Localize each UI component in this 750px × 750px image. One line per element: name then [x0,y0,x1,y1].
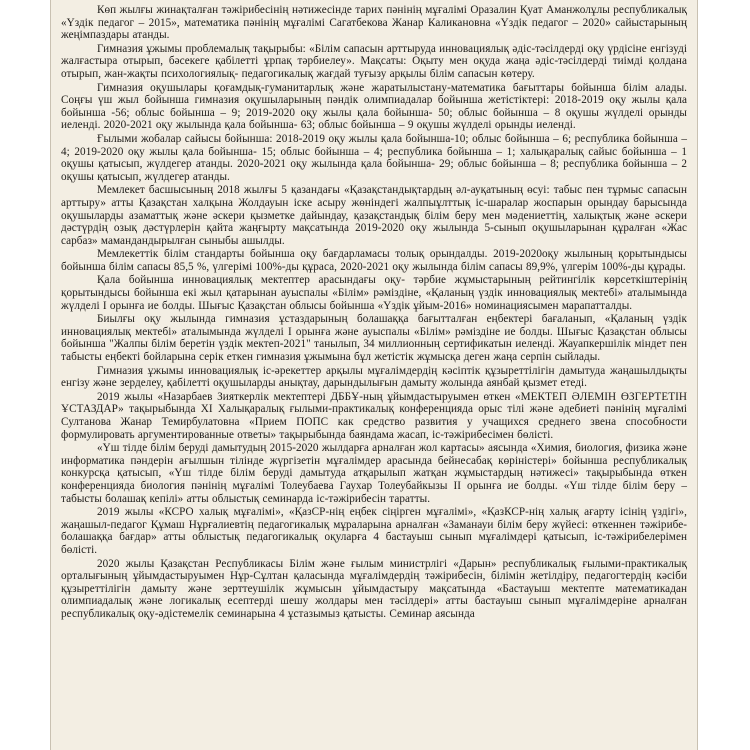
paragraph-nis-conference: 2019 жылы «Назарбаев Зияткерлік мектептері ДББҰ-ның ұйымдастыруымен өткен «МЕКТЕП ӘЛЕМІН ӨЗГЕРТЕТІН ҰСТАЗДАР» тақырыбында XI Халықаралық ғылыми-практикалық конференцияда орыс тілі және әдебиеті пәнінің мұғалімі Султанова Жанар Темирбулатовна «Прием ПОПС как средство развития у учащихся среднего звена способности формулировать аргументированные ответы» тақырыбында баяндама жасап, іс-тәжірибесімен бөлісті. [61,390,687,441]
paragraph-trilingual-education: «Үш тілде білім беруді дамытудың 2015-2020 жылдарға арналған жол картасы» аясында «Химия, биология, физика және информатика пәндерін ағылшын тілінде жүргізетін мұғалімдер арасында бейнесабақ көріністері» бойынша республикалық конкурсқа қатысып, «Үш тілде білім беруді дамытуда атқарылып жатқан жұмыстардың нәтижесі» тақырыбында өткен конференцияда биология пәнінің мұғалімі Толеубаева Гаухар Толеубайкызы ІІ орынға ие болды. «Үш тілде білім беру – табысты болашақ кепілі» атты облыстық семинарда іс-тәжірибесін таратты. [61,442,687,505]
paragraph-daryn-seminar: 2020 жылы Қазақстан Республикасы Білім және ғылым министрлігі «Дарын» республикалық ғылыми-практикалық орталығының ұйымдастыруымен Нұр-Сұлтан қаласында мұғалімдердің тәжірибесін, білімін жетілдіру, педагогтердің кәсіби құзыреттілігін дамыту және зерттеушілік жұмысын ұйымдастыру мақсатында «Бастауыш мектепте математикадан олимпиадалық және логикалық есептерді шешу жолдары мен тәсілдері» атты бастауыш сынып мұғалімдеріне арналған республикалық оқу-әдістемелік семинарына 4 ұстазымыз қатысты. Семинар аясында [61,557,687,620]
paragraph-science-projects: Ғылыми жобалар сайысы бойынша: 2018-2019 оқу жылы қала бойынша-10; облыс бойынша – 6; республика бойынша – 4; 2019-2020 оқу жылы қала бойынша- 15; облыс бойынша – 4; республика бойынша – 1; халықаралық сайыс бойынша – 1 оқушы қатысып, жүлдегер атанды. 2020-2021 оқу жылында қала бойынша- 29; облыс бойынша – 8; республика бойынша – 2 оқушы қатысып, жүлдегер атанды. [61,132,687,183]
paragraph-this-year-achievements: Биылғы оқу жылында гимназия ұстаздарының болашаққа бағытталған еңбектері бағаланып, «Қаланың үздік инновациялық мектебі» аталымында жүлделі І орынға және ауыспалы «Білім» рәміздіне ие болды. Шығыс Қазақстан облысы бойынша "Жалпы білім беретін үздік мектеп-2021" танылып, 34 миллионның сертификатын иеленді. Жауапкершілік міндет пен табысты еңбекті бойларына серік еткен гимназия ұжымына бұл жетістік жұмысқа деген жаңа серпін сыйлады. [61,313,687,364]
paragraph-teacher-awards: Көп жылғы жинақталған тәжірибесінің нәтижесінде тарих пәнінің мұғалімі Оразалин Қуат Аманжолұлы республикалық «Үздік педагог – 2015», математика пәнінің мұғалімі Сагатбекова Жанар Каликановна «Үздік педагог – 2020» сайыстарының жеңімпаздары атанды. [61,4,687,42]
paragraph-jas-sarbaz-class: Мемлекет басшысының 2018 жылғы 5 қазандағы «Қазақстандықтардың әл-ауқатының өсуі: табыс пен тұрмыс сапасын арттыру» атты Қазақстан халқына Жолдауын іске асыру жөніндегі жалпыұлттық іс-шаралар жоспарын орындау барысында оқушыларды азаматтық және әскери қызметке дайындау, қазақстандық білім беру мен мәдениеттің, халықтық және әскери дәстүрдің озық дәстүрлерін қайта жаңғырту мақсатында 2019-2020 оқу жылында 5-сынып оқушыларынан құралған «Жас сарбаз» мамандандырылған сыныбы ашылды. [61,184,687,247]
paragraph-education-quality: Мемлекеттік білім стандарты бойынша оқу бағдарламасы толық орындалды. 2019-2020оқу жылының қорытындысы бойынша білім сапасы 85,5 %, үлгерімі 100%-ды құраса, 2020-2021 оқу жылында білім сапасы 89,9%, үлгерім 100%-ды құрады. [61,248,687,273]
paragraph-pedagogical-readings: 2019 жылы «КСРО халық мұғалімі», «ҚазСР-нің еңбек сіңірген мұғалімі», «ҚазКСР-нің халық ағарту ісінің үздігі», жаңашыл-педагог Құмаш Нұрғалиевтің педагогикалық мұраларына арналған «Заманауи білім беру жүйесі: өткеннен тәжірибе-болашаққа бағдар» атты облыстық педагогикалық оқуларға 4 бастауыш сынып мұғалімдері қатысып, іс-тәжірибелерімен бөлісті. [61,506,687,556]
document-page [50,0,698,750]
paragraph-olympiad-results: Гимназия оқушылары қоғамдық-гуманитарлық және жаратылыстану-математика бағыттары бойынша білім алады. Соңғы үш жыл бойынша гимназия оқушыларының пәндік олимпиадалар бойынша жетістіктері: 2018-2019 оқу жылы қала бойынша -56; облыс бойынша – 9; 2019-2020 оқу жылы қала бойынша- 50; облыс бойынша – 8 оқушы жүлделі орынды иеленді. 2020-2021 оқу жылында қала бойынша- 63; облыс бойынша – 9 оқушы жүлделі орынды иеленді. [61,81,687,132]
paragraph-city-rating: Қала бойынша инновациялық мектептер арасындағы оқу- тәрбие жұмыстарының рейтингілік көрсеткіштерінің қорытындысы бойынша екі жыл қатарынан ауыспалы «Білім» рәміздіне, «Қаланың үздік инновациялық мектебі» аталымында жүлделі І орынға ие болды. Шығыс Қазақстан облысы бойынша «Үздік ұйым-2016» номинациясымен марапатталды. [61,274,687,312]
paragraph-problem-topic: Гимназия ұжымы проблемалық тақырыбы: «Білім сапасын арттыруда инновациялық әдіс-тәсілдерді оқу үрдісіне енгізуді жалғастыра отырып, бәсекеге қабілетті ұрпақ тәрбиелеу». Мақсаты: Оқыту мен оқуда жаңа әдіс-тәсілдерді тиімді қолдана отырып, жан-жақты психологиялық- педагогикалық жағдай туғызу арқылы білім сапасын көтеру. [61,42,687,80]
paragraph-innovation-activity: Гимназия ұжымы инновациялық іс-әрекеттер арқылы мұғалімдердің кәсіптік құзыреттілігін дамытуда жаңашылдықты енгізу және зерделеу, қабілетті оқушыларды анықтау, дарындылығын дамыту жолында аянбай қызмет етеді. [61,364,687,390]
